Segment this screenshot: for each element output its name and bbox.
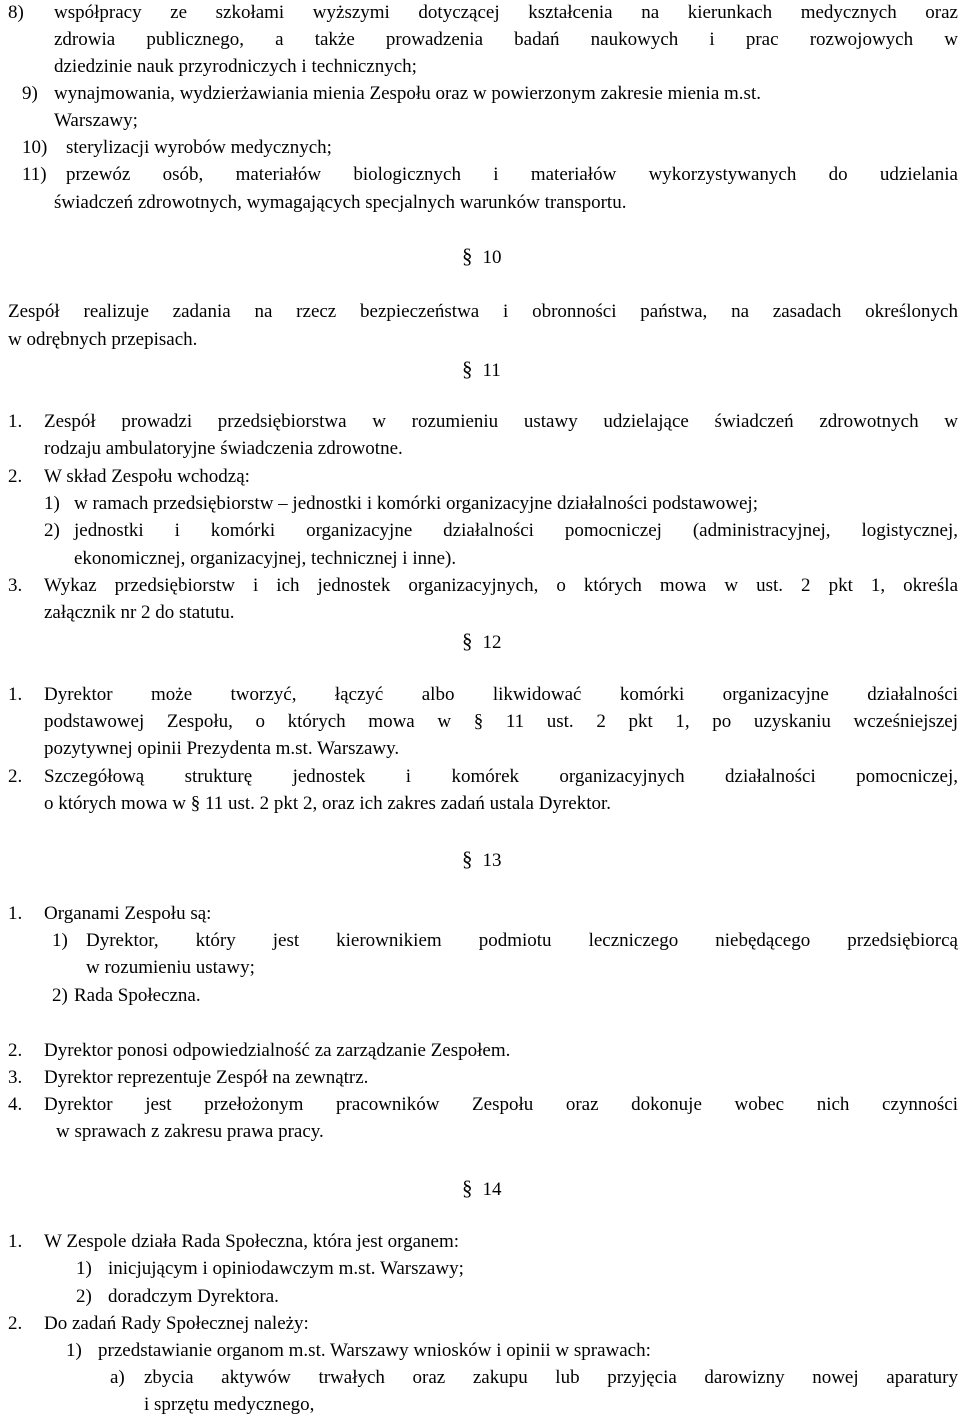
list-item-text: ekonomicznej, organizacyjnej, technicznej i inne). — [74, 548, 457, 569]
list-number: 1. — [8, 903, 23, 924]
list-item-text: dziedzinie nauk przyrodniczych i technicznych; — [54, 56, 417, 77]
list-number: 8) — [8, 2, 24, 23]
list-number: 1. — [8, 1231, 23, 1252]
list-item-text: Wykaz przedsiębiorstw i ich jednostek organizacyjnych, o których mowa w ust. 2 pkt 1, określa — [44, 575, 958, 596]
list-number: 1) — [66, 1340, 82, 1361]
list-item-text: jednostki i komórki organizacyjne działalności pomocniczej (administracyjnej, logistycznej, — [74, 520, 958, 541]
section-number: 12 — [482, 632, 502, 653]
list-item-text: wynajmowania, wydzierżawiania mienia Zespołu oraz w powierzonym zakresie mienia m.st. — [54, 83, 761, 104]
list-item-text: W Zespole działa Rada Społeczna, która jest organem: — [44, 1231, 460, 1252]
list-item-text: przedstawianie organom m.st. Warszawy wniosków i opinii w sprawach: — [98, 1340, 651, 1361]
list-item-text: Zespół prowadzi przedsiębiorstwa w rozumieniu ustawy udzielające świadczeń zdrowotnych w — [44, 411, 958, 432]
list-item-text: podstawowej Zespołu, o których mowa w § 11 ust. 2 pkt 1, po uzyskaniu wcześniejszej — [44, 711, 958, 732]
list-item-text: pozytywnej opinii Prezydenta m.st. Warszawy. — [44, 738, 400, 759]
list-item-text: i sprzętu medycznego, — [144, 1394, 315, 1415]
list-item-text: Dyrektor ponosi odpowiedzialność za zarządzanie Zespołem. — [44, 1040, 511, 1061]
list-number: 10) — [22, 137, 48, 158]
list-number: a) — [110, 1367, 125, 1388]
list-item-text: sterylizacji wyrobów medycznych; — [66, 137, 332, 158]
section-number: 10 — [482, 247, 502, 268]
list-item-text: zdrowia publicznego, a także prowadzenia badań naukowych i prac rozwojowych w — [54, 29, 958, 50]
section-heading — [462, 357, 501, 382]
list-item-text: Dyrektor reprezentuje Zespół na zewnątrz. — [44, 1067, 369, 1088]
list-number: 9) — [22, 83, 38, 104]
list-item-text: Rada Społeczna. — [74, 985, 201, 1006]
list-number: 2. — [8, 1040, 23, 1061]
list-item-text: Szczegółową strukturę jednostek i komórek organizacyjnych działalności pomocniczej, — [44, 766, 958, 787]
list-item-text: Do zadań Rady Społecznej należy: — [44, 1313, 309, 1334]
section-sign: § — [462, 847, 473, 871]
list-number: 1) — [76, 1258, 92, 1279]
section-number: 13 — [482, 850, 502, 871]
list-item-text: Organami Zespołu są: — [44, 903, 212, 924]
section-number: 14 — [482, 1179, 502, 1200]
list-number: 1. — [8, 411, 23, 432]
list-number: 2. — [8, 766, 23, 787]
list-item-text: Dyrektor, który jest kierownikiem podmiotu leczniczego niebędącego przedsiębiorcą — [86, 930, 958, 951]
list-number: 2) — [44, 520, 60, 541]
list-number: 11) — [22, 164, 47, 185]
paragraph-text: w odrębnych przepisach. — [8, 329, 198, 350]
list-item-text: współpracy ze szkołami wyższymi dotyczącej kształcenia na kierunkach medycznych oraz — [54, 2, 958, 23]
list-item-text: inicjującym i opiniodawczym m.st. Warszawy; — [108, 1258, 464, 1279]
list-number: 3. — [8, 575, 23, 596]
list-number: 1) — [52, 930, 68, 951]
list-number: 2. — [8, 466, 23, 487]
list-item-text: Warszawy; — [54, 110, 138, 131]
section-sign: § — [462, 244, 473, 268]
list-item-text: rodzaju ambulatoryjne świadczenia zdrowotne. — [44, 438, 403, 459]
section-heading — [462, 847, 502, 872]
section-heading — [462, 244, 502, 269]
list-number: 1) — [44, 493, 60, 514]
list-item-text: świadczeń zdrowotnych, wymagających specjalnych warunków transportu. — [54, 192, 627, 213]
list-number: 2) — [76, 1286, 92, 1307]
list-item-text: Dyrektor może tworzyć, łączyć albo likwidować komórki organizacyjne działalności — [44, 684, 958, 705]
list-item-text: W skład Zespołu wchodzą: — [44, 466, 250, 487]
list-item-text: doradczym Dyrektora. — [108, 1286, 279, 1307]
paragraph-text: Zespół realizuje zadania na rzecz bezpieczeństwa i obronności państwa, na zasadach określonych — [8, 301, 958, 322]
section-heading — [462, 629, 502, 654]
list-item-text: w sprawach z zakresu prawa pracy. — [56, 1121, 324, 1142]
list-number: 3. — [8, 1067, 23, 1088]
section-number: 11 — [482, 360, 501, 381]
list-number: 2. — [8, 1313, 23, 1334]
list-item-text: w ramach przedsiębiorstw – jednostki i komórki organizacyjne działalności podstawowej; — [74, 493, 758, 514]
list-number: 2) — [52, 985, 68, 1006]
list-item-text: załącznik nr 2 do statutu. — [44, 602, 235, 623]
section-sign: § — [462, 357, 473, 381]
list-number: 1. — [8, 684, 23, 705]
list-item-text: w rozumieniu ustawy; — [86, 957, 255, 978]
list-item-text: Dyrektor jest przełożonym pracowników Zespołu oraz dokonuje wobec nich czynności — [44, 1094, 958, 1115]
list-item-text: o których mowa w § 11 ust. 2 pkt 2, oraz ich zakres zadań ustala Dyrektor. — [44, 793, 612, 814]
section-sign: § — [462, 629, 473, 653]
section-sign: § — [462, 1176, 473, 1200]
list-item-text: zbycia aktywów trwałych oraz zakupu lub przyjęcia darowizny nowej aparatury — [144, 1367, 958, 1388]
section-heading — [462, 1176, 502, 1201]
list-number: 4. — [8, 1094, 23, 1115]
list-item-text: przewóz osób, materiałów biologicznych i materiałów wykorzystywanych do udzielania — [66, 164, 958, 185]
